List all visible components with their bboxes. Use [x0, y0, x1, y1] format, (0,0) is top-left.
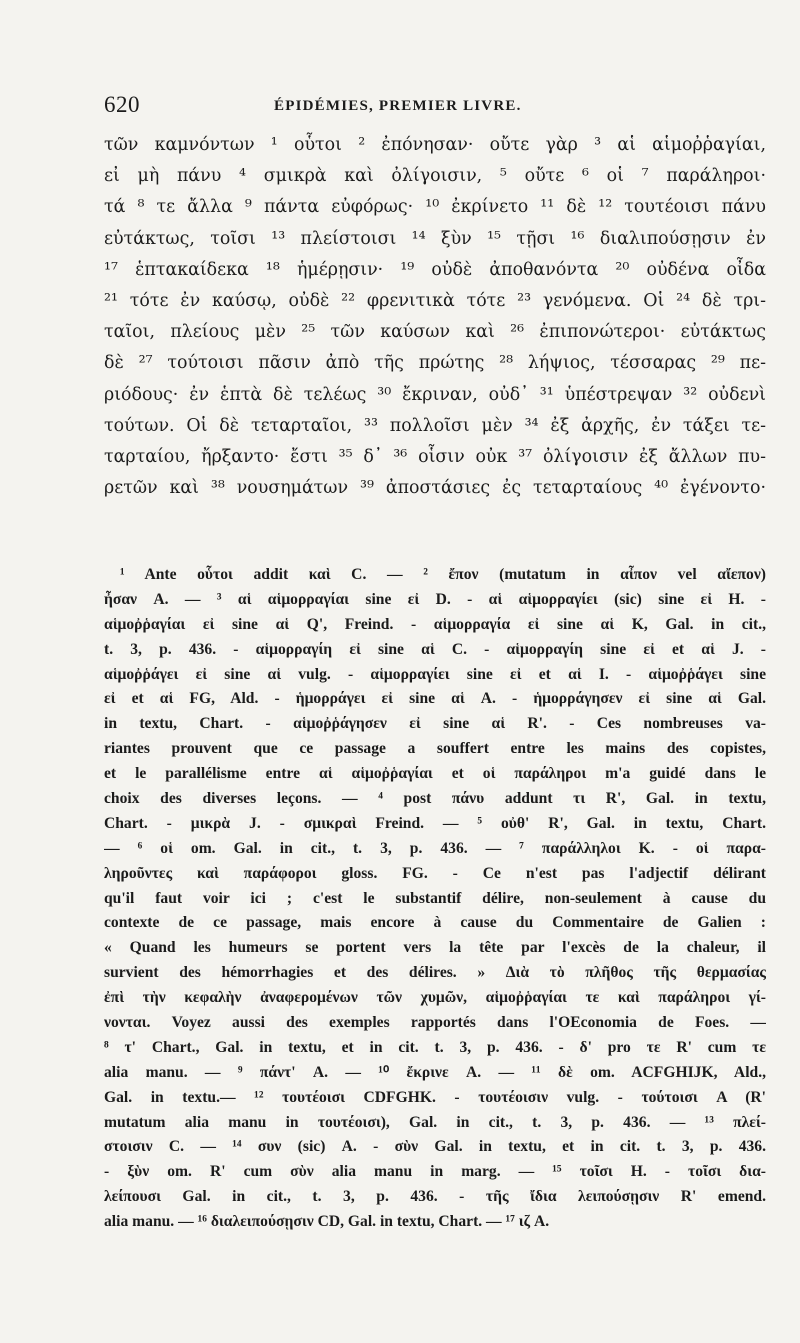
footnote-line: ⁸ τ' Chart., Gal. in textu, et in cit. t. 3, p. 436. - δ' pro τε R' cum τε: [104, 1038, 766, 1056]
footnote-line: contexte de ce passage, mais encore à cause du Commentaire de Galien :: [104, 914, 766, 932]
footnote-line: - ξὺν om. R' cum σὺν alia manu in marg. — ¹⁵ τοῖσι H. - τοῖσι δια-: [104, 1163, 766, 1181]
main-text-line: τά ⁸ τε ἄλλα ⁹ πάντα εὐφόρως· ¹⁰ ἐκρίνετο ¹¹ δὲ ¹² τουτέοισι πάνυ: [104, 197, 766, 218]
footnote-line: choix des diverses leçons. — ⁴ post πάνυ addunt τι R', Gal. in textu,: [104, 790, 766, 808]
main-text-line: ρετῶν καὶ ³⁸ νουσημάτων ³⁹ ἀποστάσιες ἐς τεταρταίους ⁴⁰ ἐγένοντο·: [104, 478, 766, 499]
footnote-line: Gal. in textu.— ¹² τουτέοισι CDFGHK. - τουτέοισιν vulg. - τούτοισι A (R': [104, 1088, 766, 1106]
footnote-line: survient des hémorrhagies et des délires. » Διὰ τὸ πλῆθος τῆς θερμασίας: [104, 964, 766, 982]
main-text-line: τούτων. Οἱ δὲ τεταρταῖοι, ³³ πολλοῖσι μὲν ³⁴ ἐξ ἀρχῆς, ἐν τάξει τε-: [104, 415, 766, 436]
main-text-line: εὐτάκτως, τοῖσι ¹³ πλείστοισι ¹⁴ ξὺν ¹⁵ τῇσι ¹⁶ διαλιπούσῃσιν ἐν: [104, 228, 766, 249]
footnote-line: στοισιν C. — ¹⁴ συν (sic) A. - σὺν Gal. in textu, et in cit. t. 3, p. 436.: [104, 1138, 766, 1156]
footnote-line: et le parallélisme entre αἱ αἱμοῤῥαγίαι et οἱ παράληροι m'a guidé dans le: [104, 765, 766, 783]
main-text-line: τῶν καμνόντων ¹ οὗτοι ² ἐπόνησαν· οὔτε γὰρ ³ αἱ αἱμοῤῥαγίαι,: [104, 135, 766, 155]
footnote-line: riantes prouvent que ce passage a souffert entre les mains des copistes,: [104, 740, 766, 758]
footnote-line: λείπουσι Gal. in cit., t. 3, p. 436. - τῆς ἴδια λειπούσῃσιν R' emend.: [104, 1188, 766, 1206]
footnote-line: ¹ Ante οὗτοι addit καὶ C. — ² ἔπον (mutatum in αἶπον vel αἴεπον): [120, 566, 766, 583]
main-text-line: εἰ μὴ πάνυ ⁴ σμικρὰ καὶ ὀλίγοισιν, ⁵ οὔτε ⁶ οἱ ⁷ παράληροι·: [104, 166, 766, 187]
main-text-line: ταρταίου, ἤρξαντο· ἔστι ³⁵ δ᾽ ³⁶ οἷσιν οὐκ ³⁷ ὀλίγοισιν ἐξ ἄλλων πυ-: [104, 446, 766, 467]
footnote-line: ληροῦντες καὶ παράφοροι gloss. FG. - Ce n'est pas l'adjectif délirant: [104, 864, 766, 882]
main-text-line: ²¹ τότε ἐν καύσῳ, οὐδὲ ²² φρενιτικὰ τότε ²³ γενόμενα. Οἱ ²⁴ δὲ τρι-: [104, 290, 766, 311]
footnote-line: Chart. - μικρὰ J. - σμικραὶ Freind. — ⁵ οὐθ' R', Gal. in textu, Chart.: [104, 814, 766, 832]
page-number: 620: [104, 92, 140, 117]
main-text-line: δὲ ²⁷ τούτοισι πᾶσιν ἀπὸ τῆς πρώτης ²⁸ λήψιος, τέσσαρας ²⁹ πε-: [104, 353, 766, 374]
footnote-line: qu'il faut voir ici ; c'est le substantif délire, non-seulement à cause du: [104, 889, 766, 907]
main-greek-text: [104, 130, 766, 504]
footnote-line: εἰ et αἱ FG, Ald. - ἡμορράγει εἰ sine αἱ A. - ἡμορράγησεν εἰ sine αἱ Gal.: [104, 690, 766, 708]
footnote-line: alia manu. — ¹⁶ διαλειπούσῃσιν CD, Gal. in textu, Chart. — ¹⁷ ιζ A.: [104, 1213, 550, 1231]
footnote-line: ἐπὶ τὴν κεφαλὴν ἀναφερομένων τῶν χυμῶν, αἱμοῤῥαγίαι τε καὶ παράληροι γί-: [104, 989, 766, 1007]
running-head: [104, 92, 766, 122]
main-text-line: ριόδους· ἐν ἑπτὰ δὲ τελέως ³⁰ ἔκριναν, οὐδ᾽ ³¹ ὑπέστρεψαν ³² οὐδενὶ: [104, 384, 766, 405]
footnote-line: « Quand les humeurs se portent vers la tête par l'excès de la chaleur, il: [104, 939, 766, 957]
main-text-line: ¹⁷ ἑπτακαίδεκα ¹⁸ ἡμέρῃσιν· ¹⁹ οὐδὲ ἀποθανόντα ²⁰ οὐδένα οἶδα: [104, 259, 766, 280]
footnote-line: — ⁶ οἱ om. Gal. in cit., t. 3, p. 436. — ⁷ παράλληλοι K. - οἱ παρα-: [104, 839, 766, 857]
footnote-line: αἱμοῤῥαγίαι εἰ sine αἱ Q', Freind. - αἱμορραγία εἰ sine αἱ K, Gal. in cit.,: [104, 615, 766, 633]
footnote-line: νονται. Voyez aussi des exemples rapportés dans l'OEconomia de Foes. —: [104, 1014, 766, 1032]
main-text-line: ταῖοι, πλείους μὲν ²⁵ τῶν καύσων καὶ ²⁶ ἐπιπονώτεροι· εὐτάκτως: [104, 322, 766, 343]
footnote-line: in textu, Chart. - αἱμοῤῥάγησεν εἰ sine αἱ R'. - Ces nombreuses va-: [104, 715, 766, 733]
footnote-line: αἱμοῤῥάγει εἰ sine αἱ vulg. - αἱμορραγίει sine εἰ et αἱ I. - αἱμοῤῥάγει sine: [104, 665, 766, 683]
footnote-line: mutatum alia manu in τουτέοισι), Gal. in cit., t. 3, p. 436. — ¹³ πλεί-: [104, 1113, 766, 1131]
footnote-line: alia manu. — ⁹ πάντ' A. — ¹⁰ ἔκρινε A. — ¹¹ δὲ om. ACFGHIJK, Ald.,: [104, 1063, 766, 1081]
footnote-line: ἦσαν A. — ³ αἱ αἱμορραγίαι sine εἰ D. - αἱ αἱμορραγίει (sic) sine εἰ H. -: [104, 590, 766, 608]
footnote-line: t. 3, p. 436. - αἱμορραγίη εἰ sine αἱ C. - αἱμορραγίη sine εἰ et αἱ J. -: [104, 640, 766, 658]
header-title: ÉPIDÉMIES, PREMIER LIVRE.: [274, 98, 522, 114]
footnotes-apparatus: [104, 563, 766, 1235]
